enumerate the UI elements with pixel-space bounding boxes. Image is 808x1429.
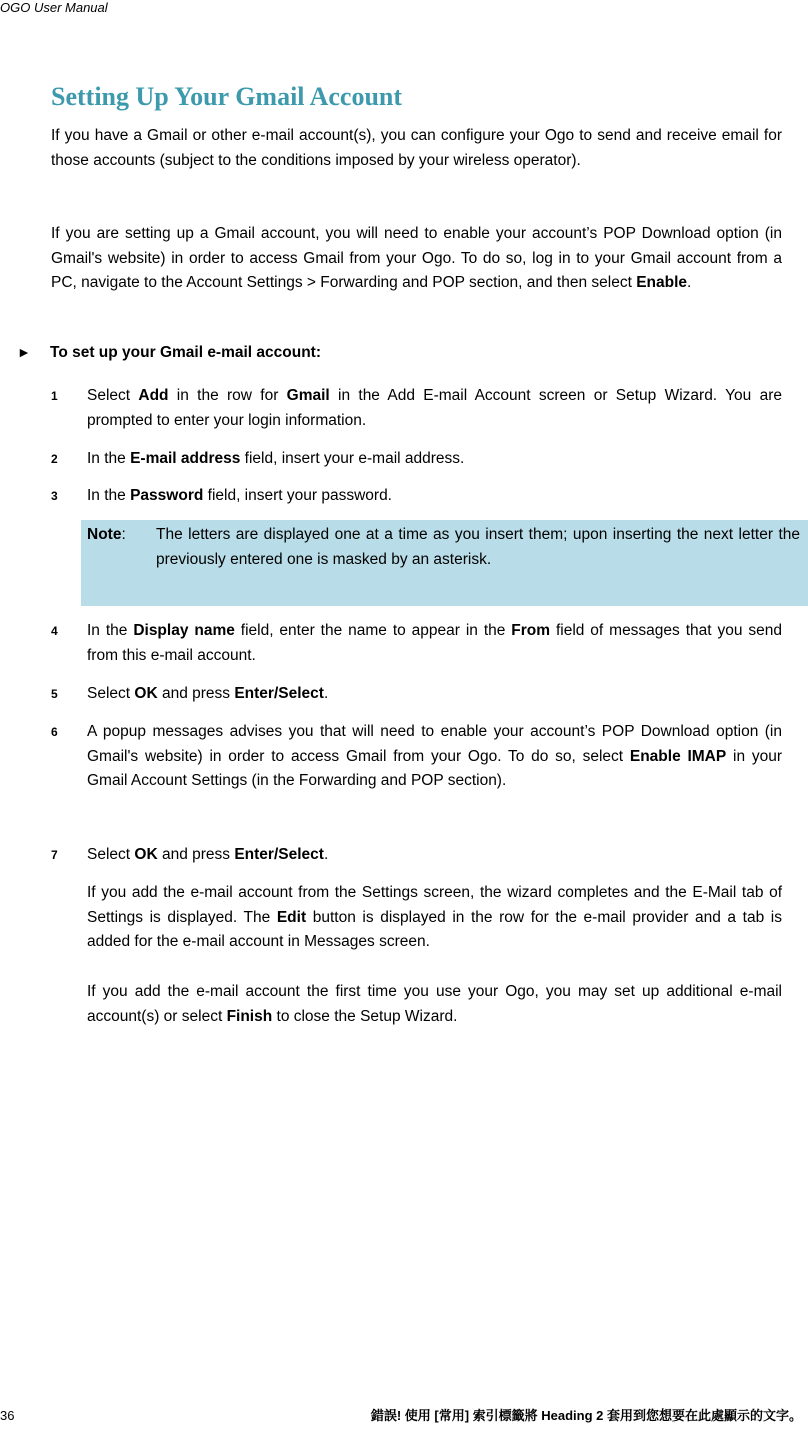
page-title: Setting Up Your Gmail Account [51,82,403,111]
intro-paragraph-2-text: If you are setting up a Gmail account, you will need to enable your account’s POP Download option (in Gmail's website) in order to access Gmail from your Ogo. To do so, log in to your Gmail account from a PC, navigate to the Account Settings > Forwarding and POP section, and then select [51,225,782,291]
intro-paragraph-2 [51,222,782,296]
intro-paragraph-2-end: . [687,274,692,291]
text-run: in your Gmail Account Settings (in the Forwarding and POP section). [87,747,782,789]
followup-paragraph [87,980,782,1029]
text-run: in the Add E-mail Account screen or Setup Wizard. You are prompted to enter your login information. [87,387,782,429]
text-run: field, enter the name to appear in the [234,622,512,639]
step-number: 6 [51,725,58,739]
text-run: Select [87,846,135,863]
text-run: In the [87,622,134,639]
step-text [87,682,782,707]
step-number: 7 [51,848,58,862]
procedure-arrow-icon: ► [17,344,31,360]
footer-page-number: 36 [0,1408,15,1423]
step-number: 1 [51,389,58,403]
step-text [87,843,782,868]
text-run: A popup messages advises you that will need to enable your account’s POP Download option (in Gmail's website) in order to access Gmail from your Ogo. To do so, select [87,723,782,765]
text-run: Select [87,387,139,404]
note-box [81,520,808,606]
enable-label: Enable [636,274,688,291]
text-run: If you add the e-mail account the first time you use your Ogo, you may set up additional e-mail account(s) or select [87,983,782,1025]
bold-term: Edit [276,908,307,926]
procedure-heading-text: To set up your Gmail e-mail account: [50,344,322,361]
text-run: . [323,685,329,702]
step-number: 2 [51,452,58,466]
note-text: The letters are displayed one at a time as you insert them; upon inserting the next letter the previously entered one is masked by an asterisk. [156,526,800,568]
text-run: in the row for [168,387,287,404]
step-text [87,484,782,509]
bold-term: Password [130,487,204,504]
step-number: 3 [51,489,58,503]
text-run: If you add the e-mail account from the Settings screen, the wizard completes and the E-Mail tab of Settings is displayed. The [87,884,782,926]
text-run: button is displayed in the row for the e-mail provider and a tab is added for the e-mail account in Messages screen. [87,908,782,950]
running-header: OGO User Manual [0,0,108,15]
bold-term: OK [134,685,158,702]
bold-term: From [511,622,551,639]
bold-term: Add [138,387,169,404]
text-run: to close the Setup Wizard. [272,1007,458,1025]
bold-term: E-mail address [130,450,241,467]
footer-error-text: 錯誤! 使用 [常用] 索引標籤將 Heading 2 套用到您想要在此處顯示的文字。 [370,1408,802,1423]
note-label: Note: [87,526,126,543]
step-text [87,720,782,794]
text-run: field of messages that you send from this e-mail account. [87,622,782,664]
bold-term: Enter/Select [234,685,324,702]
text-run: In the [87,450,131,467]
step-number: 5 [51,687,58,701]
bold-term: OK [134,846,158,863]
text-run: Select [87,685,135,702]
followup-paragraph [87,881,782,955]
bold-term: Enable IMAP [629,747,727,765]
step-number: 4 [51,624,58,638]
step-text [87,619,782,668]
bold-term: Enter/Select [234,846,324,863]
step-text [87,384,782,433]
bold-term: Finish [226,1007,273,1025]
text-run: and press [157,685,235,702]
text-run: field, insert your password. [203,487,392,504]
text-run: . [323,846,329,863]
bold-term: Display name [133,622,235,639]
text-run: field, insert your e-mail address. [240,450,465,467]
intro-paragraph-1: If you have a Gmail or other e-mail account(s), you can configure your Ogo to send and receive email for those accounts (subject to the conditions imposed by your wireless operator). [51,127,782,169]
text-run: In the [87,487,131,504]
procedure-heading [17,341,321,364]
step-text [87,447,782,472]
bold-term: Gmail [286,387,330,404]
text-run: and press [157,846,235,863]
